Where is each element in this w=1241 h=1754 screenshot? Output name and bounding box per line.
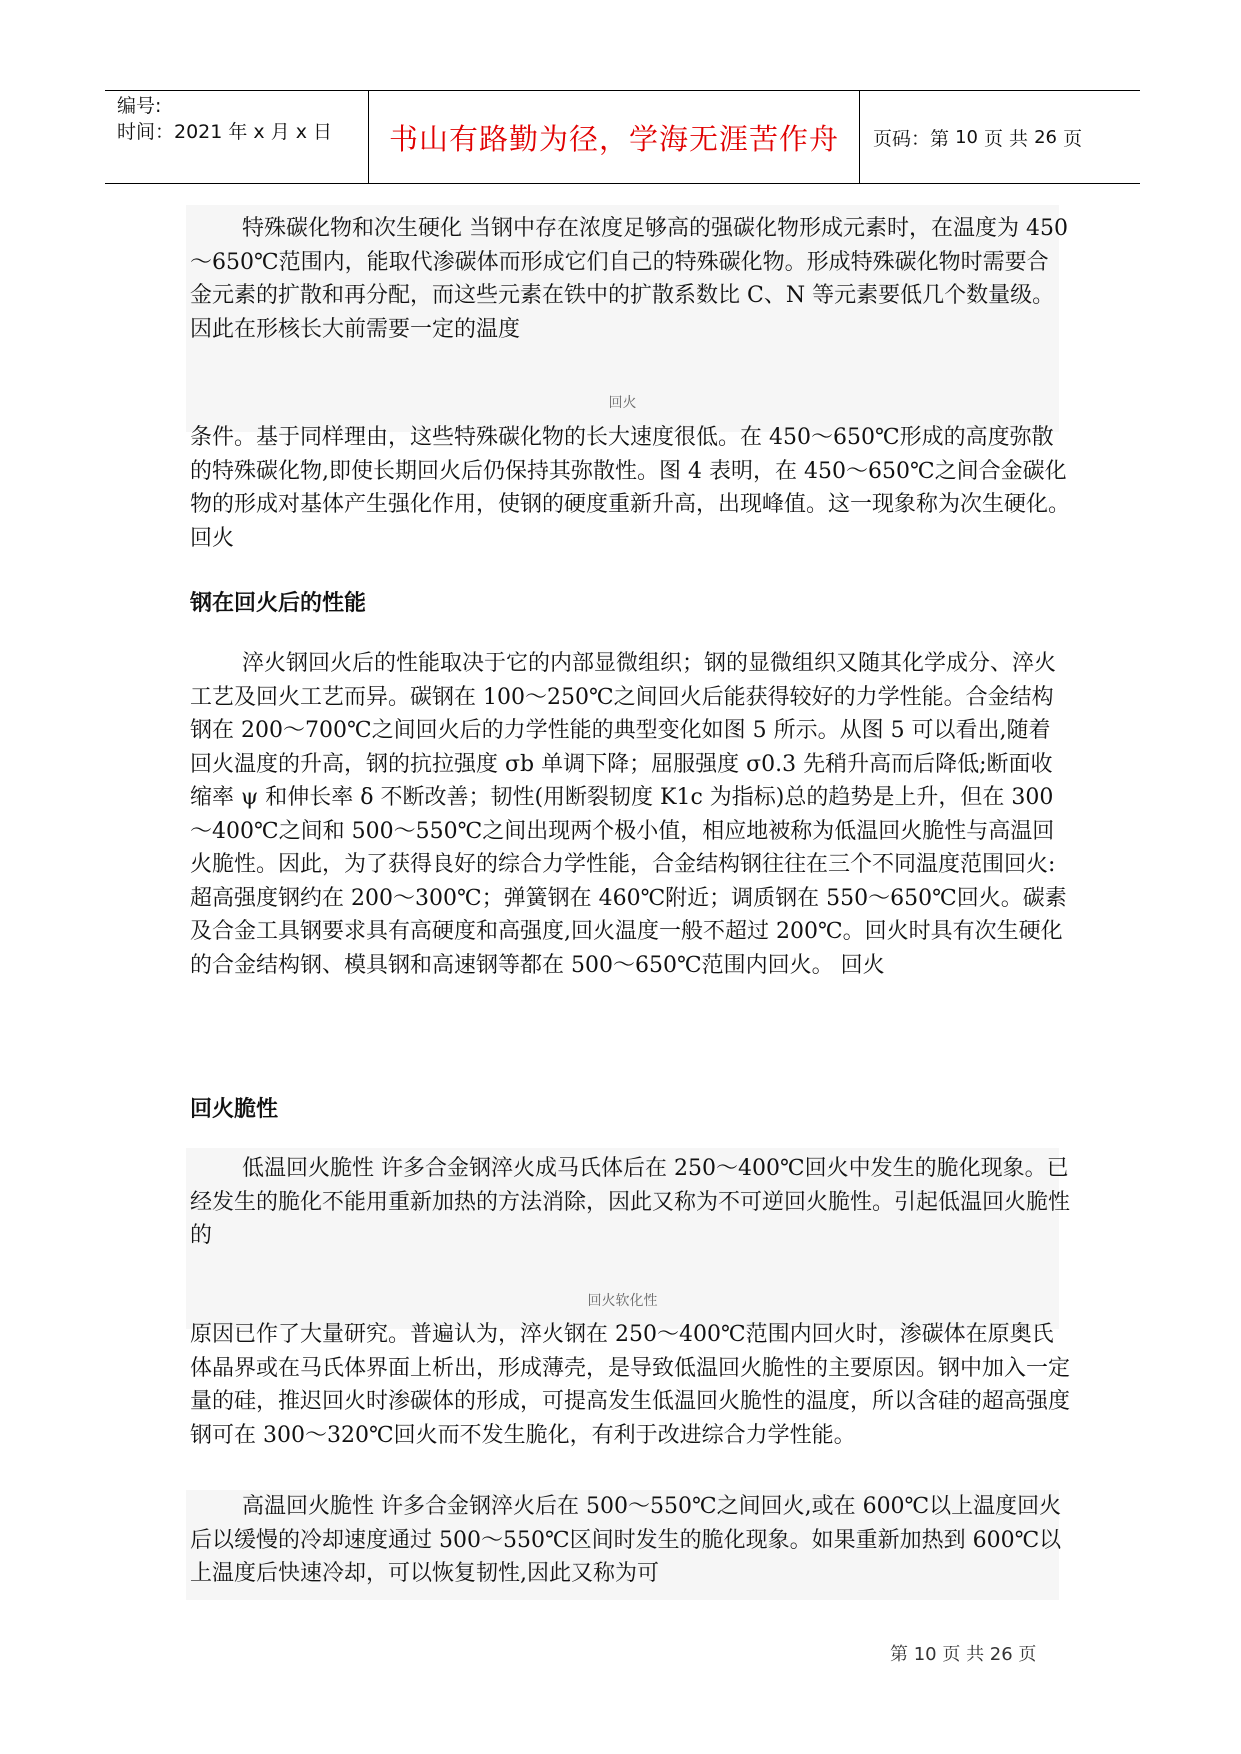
image-caption: 回火软化性 xyxy=(587,1293,658,1309)
header-left xyxy=(117,93,332,145)
document-number-label: 编号: xyxy=(117,95,162,117)
document-time-label: 时间：2021 年 x 月 x 日 xyxy=(117,121,333,143)
paragraph: 淬火钢回火后的性能取决于它的内部显微组织；钢的显微组织又随其化学成分、淬火工艺及回火工艺而异。碳钢在 100～250℃之间回火后能获得较好的力学性能。合金结构钢在 200～700℃之间回火后的力学性能的典型变化如图 5 所示。从图 5 可以看出,随着回火温度的升高，钢的抗拉强度 σb 单调下降；屈服强度 σ0.3 先稍升高而后降低;断面收缩率 ψ 和伸长率 δ 不断改善；韧性(用断裂韧度 K1c 为指标)总的趋势是上升，但在 300～400℃之间和 500～550℃之间出现两个极小值，相应地被称为低温回火脆性与高温回火脆性。因此，为了获得良好的综合力学性能，合金结构钢往往在三个不同温度范围回火:超高强度钢约在 200～300℃；弹簧钢在 460℃附近；调质钢在 550～650℃回火。碳素及合金工具钢要求具有高硬度和高强度,回火温度一般不超过 200℃。回火时具有次生硬化的合金结构钢、模具钢和高速钢等都在 500～650℃范围内回火。 回火 xyxy=(190,651,1067,978)
header-page-info xyxy=(873,91,1082,183)
paragraph: 低温回火脆性 许多合金钢淬火成马氏体后在 250～400℃回火中发生的脆化现象。已经发生的脆化不能用重新加热的方法消除，因此又称为不可逆回火脆性。引起低温回火脆性的 xyxy=(190,1156,1071,1248)
image-caption: 回火 xyxy=(608,395,637,411)
section-heading: 回火脆性 xyxy=(190,1097,279,1122)
page-current: 10 xyxy=(955,126,978,148)
page-total: 26 xyxy=(1034,126,1058,148)
paragraph: 特殊碳化物和次生硬化 当钢中存在浓度足够高的强碳化物形成元素时，在温度为 450～650℃范围内，能取代渗碳体而形成它们自己的特殊碳化物。形成特殊碳化物时需要合金元素的扩散和再分配，而这些元素在铁中的扩散系数比 C、N 等元素要低几个数量级。因此在形核长大前需要一定的温度 xyxy=(190,216,1068,342)
page-footer: 第 10 页 共 26 页 xyxy=(890,1644,1037,1665)
page-prefix: 页码：第 xyxy=(873,127,950,150)
section-heading: 钢在回火后的性能 xyxy=(190,591,367,616)
header-motto: 书山有路勤为径，学海无涯苦作舟 xyxy=(388,121,839,156)
page-header xyxy=(105,90,1140,184)
page-suffix: 页 xyxy=(1063,127,1083,150)
header-divider xyxy=(859,91,860,183)
paragraph: 高温回火脆性 许多合金钢淬火后在 500～550℃之间回火,或在 600℃以上温度回火后以缓慢的冷却速度通过 500～550℃区间时发生的脆化现象。如果重新加热到 600℃以上温度后快速冷却，可以恢复韧性,因此又称为可 xyxy=(190,1494,1062,1586)
paragraph: 原因已作了大量研究。普遍认为，淬火钢在 250～400℃范围内回火时，渗碳体在原奥氏体晶界或在马氏体界面上析出，形成薄壳，是导致低温回火脆性的主要原因。钢中加入一定量的硅，推迟回火时渗碳体的形成，可提高发生低温回火脆性的温度，所以含硅的超高强度钢可在 300～320℃回火而不发生脆化，有利于改进综合力学性能。 xyxy=(190,1322,1071,1448)
paragraph: 条件。基于同样理由，这些特殊碳化物的长大速度很低。在 450～650℃形成的高度弥散的特殊碳化物,即使长期回火后仍保持其弥散性。图 4 表明，在 450～650℃之间合金碳化物的形成对基体产生强化作用，使钢的硬度重新升高，出现峰值。这一现象称为次生硬化。 回火 xyxy=(190,425,1071,551)
page-mid: 页 共 xyxy=(984,127,1029,150)
